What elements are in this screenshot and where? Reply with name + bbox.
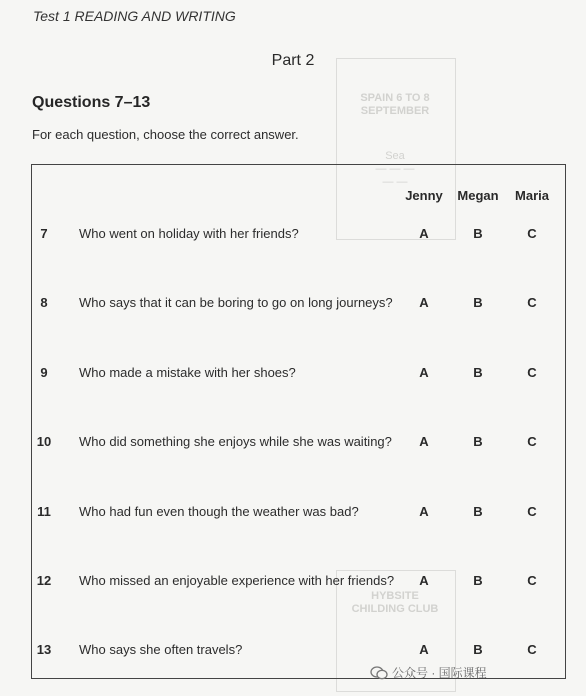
question-text: Who went on holiday with her friends? [79,226,299,241]
question-text: Who made a mistake with her shoes? [79,365,296,380]
question-row [32,504,566,524]
column-jenny: Jenny [405,188,443,203]
option-c[interactable]: C [527,504,537,519]
part-title: Part 2 [271,52,315,69]
option-a[interactable]: A [419,434,429,449]
watermark [370,664,487,681]
option-b[interactable]: B [473,226,483,241]
question-number: 12 [36,573,52,588]
option-b[interactable]: B [473,504,483,519]
question-text: Who had fun even though the weather was bad? [79,504,359,519]
option-b[interactable]: B [473,295,483,310]
question-number: 10 [36,434,52,449]
question-number: 11 [37,504,51,519]
option-c[interactable]: C [527,365,537,380]
test-header: Test 1 READING AND WRITING [33,8,236,24]
option-b[interactable]: B [473,573,483,588]
option-a[interactable]: A [419,504,429,519]
question-number: 9 [40,365,48,380]
question-text: Who says that it can be boring to go on long journeys? [79,295,393,310]
option-b[interactable]: B [473,434,483,449]
option-a[interactable]: A [419,573,429,588]
option-a[interactable]: A [419,226,429,241]
column-megan: Megan [457,188,499,203]
instruction-text: For each question, choose the correct answer. [32,127,299,142]
question-text: Who did something she enjoys while she was waiting? [79,434,392,449]
question-text: Who says she often travels? [79,642,243,657]
option-a[interactable]: A [419,365,429,380]
option-c[interactable]: C [527,295,537,310]
watermark-text: 公众号 · 国际课程 [392,666,487,680]
question-number: 8 [40,295,48,310]
question-text: Who missed an enjoyable experience with her friends? [79,573,395,588]
question-number: 7 [40,226,48,241]
question-row [32,642,566,662]
option-c[interactable]: C [527,642,537,657]
option-c[interactable]: C [527,434,537,449]
option-c[interactable]: C [527,573,537,588]
option-c[interactable]: C [527,226,537,241]
option-a[interactable]: A [419,295,429,310]
question-row [32,434,566,454]
question-row [32,573,566,593]
wechat-icon [370,666,388,680]
column-maria: Maria [515,188,549,203]
option-b[interactable]: B [473,365,483,380]
question-row [32,365,566,385]
option-b[interactable]: B [473,642,483,657]
option-a[interactable]: A [419,642,429,657]
question-row [32,226,566,246]
question-row [32,295,566,315]
question-number: 13 [36,642,52,657]
questions-heading: Questions 7–13 [32,94,151,111]
